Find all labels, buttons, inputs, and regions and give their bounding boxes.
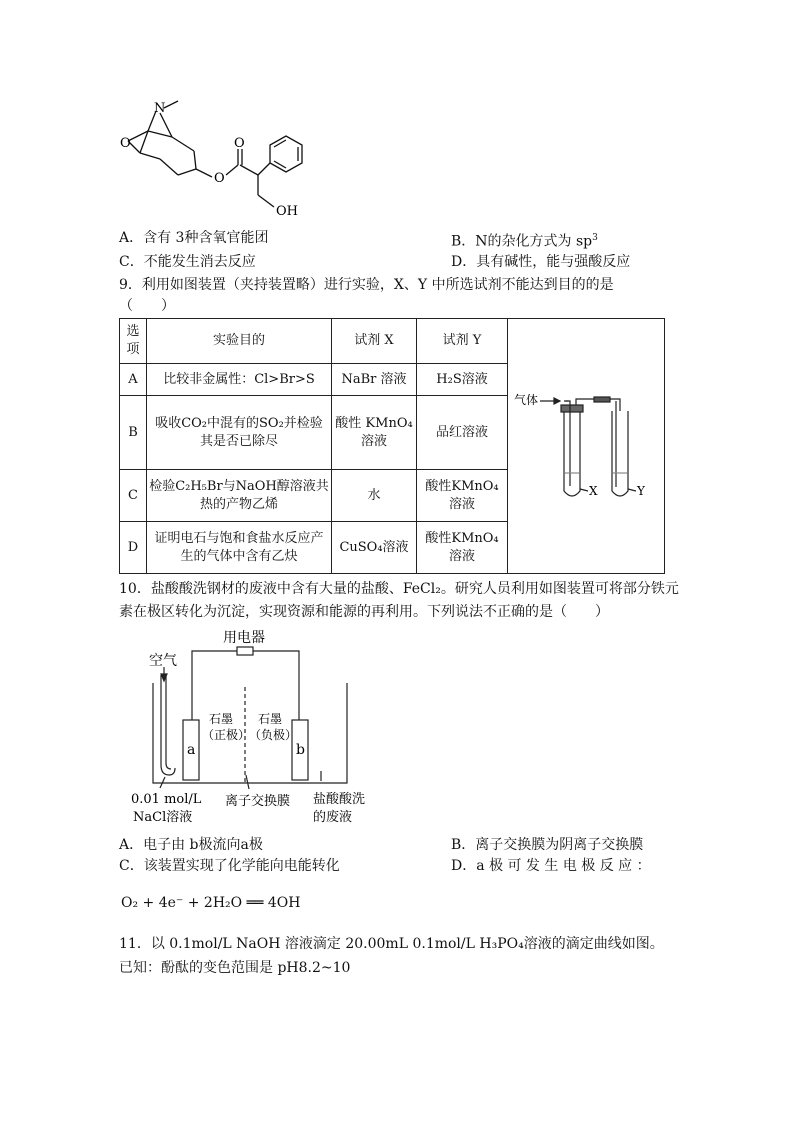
- row-a-x: NaBr 溶液: [332, 364, 417, 396]
- n-atom-label: N: [154, 101, 166, 116]
- left-electrode-label: 石墨: [209, 712, 234, 726]
- q10-equation: O₂ + 4e⁻ + 2H₂O ══ 4OH: [121, 895, 301, 911]
- y-label: Y: [637, 484, 645, 498]
- header-purpose: 实验目的: [147, 319, 332, 364]
- q8-option-b: [451, 228, 598, 252]
- solution-label-line2: NaCl溶液: [133, 810, 193, 825]
- q8-option-b-text: B．N的杂化方式为 sp: [451, 233, 593, 250]
- right-electrode-role: （负极）: [249, 728, 298, 742]
- q9-stem-paren: （ ）: [119, 298, 175, 314]
- row-b-y: 品红溶液: [417, 396, 508, 470]
- apparatus-diagram: [508, 321, 664, 571]
- row-b-purpose: 吸收CO₂中混有的SO₂并检验其是否已除尽: [147, 396, 332, 470]
- q8-option-a: A．含有 3种含氧官能团: [119, 230, 269, 246]
- q9-stem: 9．利用如图装置（夹持装置略）进行实验，X、Y 中所选试剂不能达到目的的是: [119, 277, 614, 293]
- row-d-purpose: 证明电石与饱和食盐水反应产生的气体中含有乙炔: [147, 522, 332, 574]
- q10-option-a: A．电子由 b极流向a极: [119, 837, 263, 853]
- row-c-purpose: 检验C₂H₅Br与NaOH醇溶液共热的产物乙烯: [147, 470, 332, 522]
- device-label: 用电器: [223, 630, 265, 646]
- molecule-structure: [118, 95, 323, 225]
- row-c-y: 酸性KMnO₄溶液: [417, 470, 508, 522]
- q10-option-b: B．离子交换膜为阴离子交换膜: [451, 837, 644, 853]
- q9-table: [119, 318, 665, 574]
- carbonyl-o-label: O: [234, 136, 245, 151]
- q11-note: 已知：酚酞的变色范围是 pH8.2~10: [119, 960, 351, 976]
- q8-option-c: C．不能发生消去反应: [119, 254, 256, 270]
- solution-label-line1: 0.01 mol/L: [131, 792, 202, 807]
- x-label: X: [589, 484, 598, 498]
- electrolysis-diagram: [125, 625, 395, 830]
- row-b-x: 酸性 KMnO₄溶液: [332, 396, 417, 470]
- header-option: 选项: [120, 319, 147, 364]
- q10-stem-line2: 素在极区转化为沉淀，实现资源和能源的再利用。下列说法不正确的是（ ）: [119, 604, 609, 620]
- membrane-label: 离子交换膜: [225, 794, 291, 809]
- row-a-purpose: 比较非金属性：Cl>Br>S: [147, 364, 332, 396]
- air-label: 空气: [149, 653, 177, 669]
- left-electrode-role: （正极）: [202, 728, 251, 742]
- waste-label-line1: 盐酸酸洗: [313, 792, 366, 807]
- header-reagent-y: 试剂 Y: [417, 319, 508, 364]
- electrode-a-label: a: [187, 742, 196, 758]
- waste-label-line2: 的废液: [313, 810, 353, 825]
- table-header-row: [120, 319, 665, 364]
- row-c-x: 水: [332, 470, 417, 522]
- gas-label: 气体: [514, 393, 539, 407]
- q10-option-c: C．该装置实现了化学能向电能转化: [119, 858, 340, 874]
- row-d-y: 酸性KMnO₄溶液: [417, 522, 508, 574]
- row-a-option: A: [120, 364, 147, 396]
- q8-option-b-sup: 3: [592, 233, 598, 243]
- electrode-b-label: b: [296, 742, 305, 758]
- header-reagent-x: 试剂 X: [332, 319, 417, 364]
- q8-option-d: D．具有碱性，能与强酸反应: [451, 254, 631, 270]
- right-electrode-label: 石墨: [258, 712, 283, 726]
- ester-o-label: O: [214, 171, 225, 186]
- q10-stem-line1: 10．盐酸酸洗钢材的废液中含有大量的盐酸、FeCl₂。研究人员利用如图装置可将部分铁元: [119, 581, 679, 597]
- row-c-option: C: [120, 470, 147, 522]
- row-a-y: H₂S溶液: [417, 364, 508, 396]
- q10-option-d: D．a 极 可 发 生 电 极 反 应 ：: [451, 858, 651, 874]
- row-d-x: CuSO₄溶液: [332, 522, 417, 574]
- hydroxyl-label: OH: [276, 204, 298, 219]
- q11-stem: 11．以 0.1mol/L NaOH 溶液滴定 20.00mL 0.1mol/L H₃PO₄溶液的滴定曲线如图。: [119, 936, 664, 952]
- apparatus-cell: [508, 319, 665, 574]
- row-d-option: D: [120, 522, 147, 574]
- epoxide-o-label: O: [120, 136, 131, 151]
- row-b-option: B: [120, 396, 147, 470]
